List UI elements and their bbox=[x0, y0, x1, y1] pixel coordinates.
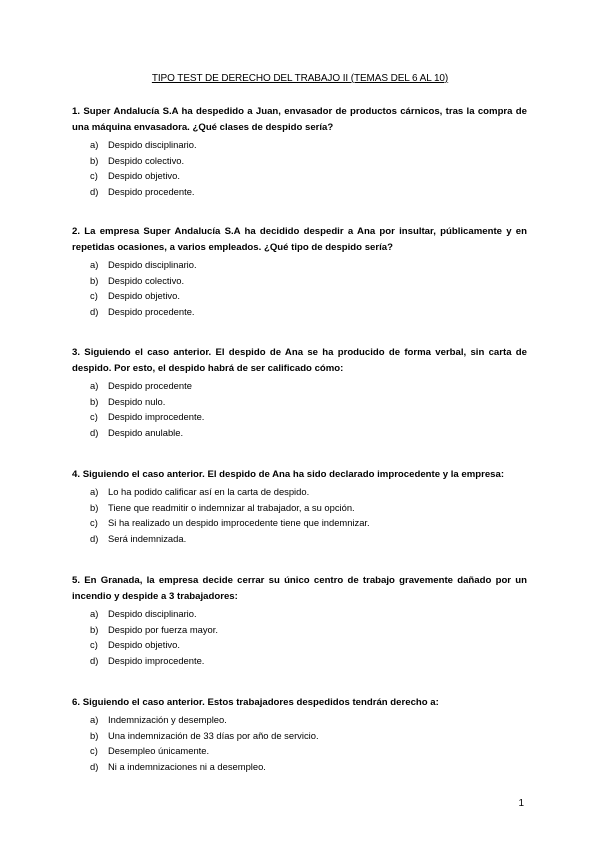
options-list bbox=[72, 712, 527, 774]
option-d: d) Despido procedente. bbox=[90, 185, 195, 197]
options-list bbox=[72, 484, 527, 546]
option-b: b) Despido colectivo. bbox=[90, 274, 185, 286]
question-2 bbox=[72, 224, 527, 319]
question-text: Siguiendo el caso anterior. El despido de Ana se ha producido de forma verbal, sin carta de despido. Por esto, el despido habrá de ser calificado cómo: bbox=[72, 347, 527, 374]
option-b: b) Tiene que readmitir o indemnizar al trabajador, a su opción. bbox=[90, 501, 355, 513]
page-number: 1 bbox=[518, 798, 524, 809]
options-list bbox=[72, 137, 527, 199]
option-a: a) Despido procedente bbox=[90, 380, 192, 391]
option-d: d) Ni a indemnizaciones ni a desempleo. bbox=[90, 760, 266, 772]
question-text: Super Andalucía S.A ha despedido a Juan, envasador de productos cárnicos, tras la compra de una máquina envasadora. ¿Qué clases de despido sería? bbox=[72, 106, 527, 133]
option-c: c) Despido objetivo. bbox=[90, 639, 180, 651]
question-number: 3. bbox=[72, 347, 81, 358]
option-d: d) Despido anulable. bbox=[90, 426, 184, 438]
option-c: c) Despido improcedente. bbox=[90, 411, 205, 423]
option-c: c) Despido objetivo. bbox=[90, 170, 180, 182]
option-a: a) Despido disciplinario. bbox=[90, 259, 197, 270]
question-text: En Granada, la empresa decide cerrar su único centro de trabajo gravemente dañado por un incendio y despide a 3 trabajadores: bbox=[72, 575, 527, 602]
option-c: c) Desempleo únicamente. bbox=[90, 745, 210, 757]
option-a: a) Despido disciplinario. bbox=[90, 608, 197, 619]
question-text: Siguiendo el caso anterior. Estos trabajadores despedidos tendrán derecho a: bbox=[82, 697, 439, 708]
question-number: 5. bbox=[72, 575, 81, 586]
option-b: b) Despido colectivo. bbox=[90, 154, 185, 166]
option-c: c) Despido objetivo. bbox=[90, 290, 180, 302]
page-title: TIPO TEST DE DERECHO DEL TRABAJO II (TEMAS DEL 6 AL 10) bbox=[151, 73, 449, 84]
question-text: Siguiendo el caso anterior. El despido de Ana ha sido declarado improcedente y la empresa: bbox=[82, 469, 505, 480]
option-a: a) Despido disciplinario. bbox=[90, 139, 197, 150]
option-c: c) Si ha realizado un despido improcedente tiene que indemnizar. bbox=[90, 517, 370, 529]
option-b: b) Una indemnización de 33 días por año de servicio. bbox=[90, 729, 319, 741]
question-number: 2. bbox=[72, 226, 81, 237]
question-number: 4. bbox=[72, 469, 81, 480]
option-a: a) Indemnización y desempleo. bbox=[90, 714, 227, 725]
options-list bbox=[72, 257, 527, 319]
question-4 bbox=[72, 467, 527, 546]
options-list bbox=[72, 606, 527, 668]
option-a: a) Lo ha podido calificar así en la carta de despido. bbox=[90, 486, 310, 497]
question-text: La empresa Super Andalucía S.A ha decidido despedir a Ana por insultar, públicamente y en repetidas ocasiones, a varios empleados. ¿Qué tipo de despido sería? bbox=[72, 226, 527, 253]
option-d: d) Despido procedente. bbox=[90, 305, 195, 317]
question-1 bbox=[72, 104, 527, 199]
options-list bbox=[72, 378, 527, 440]
question-number: 6. bbox=[72, 697, 81, 708]
option-d: d) Despido improcedente. bbox=[90, 654, 205, 666]
question-5 bbox=[72, 573, 527, 668]
option-b: b) Despido por fuerza mayor. bbox=[90, 623, 218, 635]
option-d: d) Será indemnizada. bbox=[90, 532, 187, 544]
question-6 bbox=[72, 695, 527, 774]
question-number: 1. bbox=[72, 106, 81, 117]
option-b: b) Despido nulo. bbox=[90, 395, 166, 407]
question-3 bbox=[72, 345, 527, 440]
